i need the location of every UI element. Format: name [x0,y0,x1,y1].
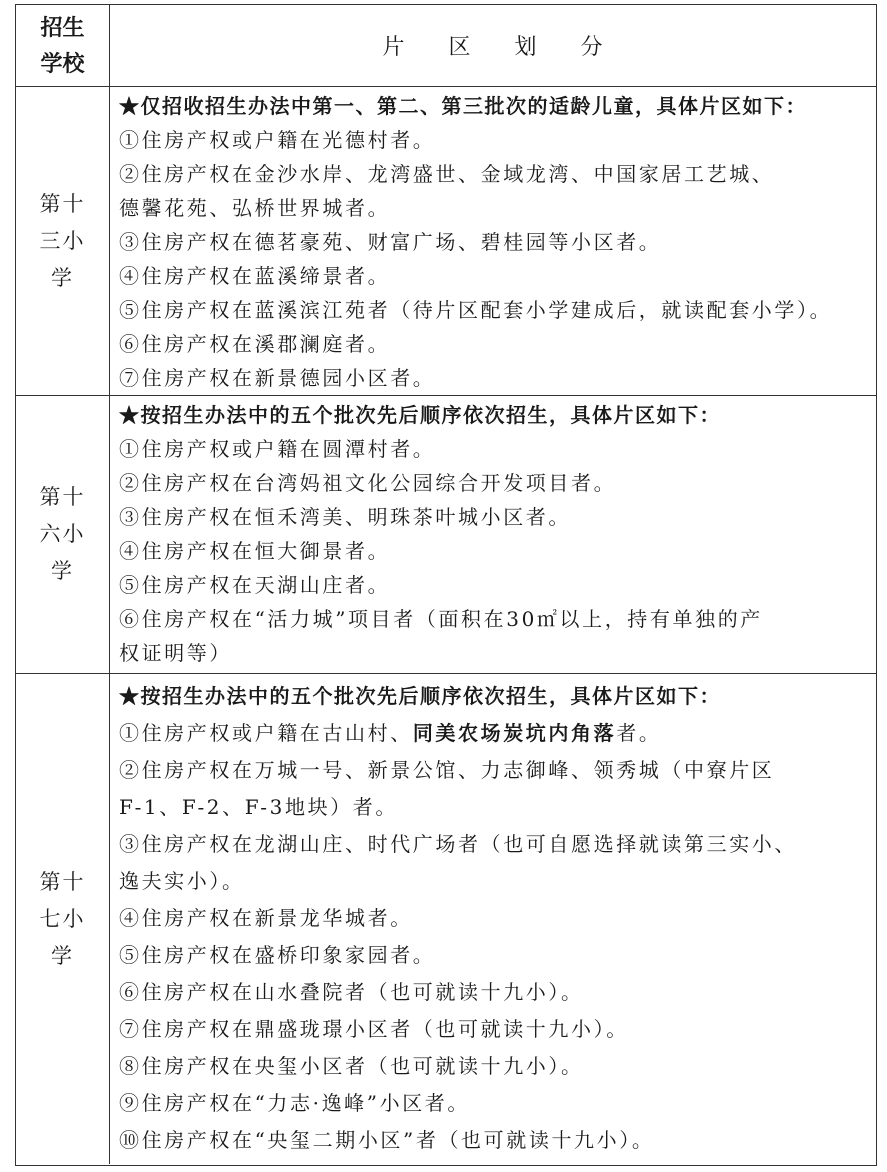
school-cell [16,674,110,1164]
school-name-line: 六小 [39,522,86,546]
zone-item: ⑩住房产权在“央玺二期小区”者（也可就读十九小）。 [119,1128,655,1152]
table-row-school-17 [16,674,876,1164]
school-name-line: 七小 [39,906,86,931]
zone-item: 德馨花苑、弘桥世界城者。 [119,196,391,220]
zone-item: ⑨住房产权在“力志·逸峰”小区者。 [119,1091,471,1115]
zone-item: ⑥住房产权在溪郡澜庭者。 [119,332,391,356]
header-school-text-1: 招生 [40,14,85,41]
zone-item: ②住房产权在金沙水岸、龙湾盛世、金域龙湾、中国家居工艺城、 [119,162,775,186]
zone-item-text: ①住房产权或户籍在古山村、 [119,721,413,745]
zone-item: ④住房产权在新景龙华城者。 [119,906,413,930]
zone-item-emphasis: 同美农场炭坑内角落 [412,721,617,745]
zone-intro: ★按招生办法中的五个批次先后顺序依次招生，具体片区如下： [119,684,721,708]
zone-item: ⑦住房产权在新景德园小区者。 [119,366,436,390]
zone-item: ⑥住房产权在“活力城”项目者（面积在30㎡以上，持有单独的产 [119,607,763,631]
zone-item: ③住房产权在恒禾湾美、明珠茶叶城小区者。 [119,505,571,529]
header-zone-cell [110,5,876,86]
school-name-line: 三小 [39,228,86,253]
table-header-row [16,5,876,87]
table-row-school-16 [16,396,876,674]
header-school-text-2: 学校 [40,50,85,77]
table-row-school-13 [16,87,876,396]
zone-item: ⑤住房产权在天湖山庄者。 [119,573,391,597]
school-cell [16,396,110,673]
zone-item: ⑤住房产权在蓝溪滨江苑者（待片区配套小学建成后，就读配套小学）。 [119,298,833,322]
zone-item [119,715,870,752]
zone-item: ③住房产权在龙湖山庄、时代广场者（也可自愿选择就读第三实小、 [119,832,797,856]
zone-cell [110,87,876,395]
school-name-line: 学 [51,943,74,968]
zone-item: ②住房产权在万城一号、新景公馆、力志御峰、领秀城（中寮片区 [119,758,775,782]
zone-item: ④住房产权在蓝溪缔景者。 [119,264,391,288]
zone-item: ①住房产权或户籍在圆潭村者。 [119,437,436,461]
school-name-line: 第十 [39,869,86,894]
zone-item-text: 者。 [616,721,662,745]
school-name-line: 第十 [39,485,86,509]
school-cell [16,87,110,395]
header-school-cell [16,5,110,86]
zone-item: ⑦住房产权在鼎盛珑璟小区者（也可就读十九小）。 [119,1017,629,1041]
zone-cell [110,674,876,1164]
zone-item: F-1、F-2、F-3地块）者。 [119,795,398,819]
zone-cell [110,396,876,673]
school-name-line: 学 [51,559,74,583]
zoning-table [15,4,877,1166]
zone-item: ③住房产权在德茗豪苑、财富广场、碧桂园等小区者。 [119,230,662,254]
zone-item: ⑧住房产权在央玺小区者（也可就读十九小）。 [119,1054,584,1078]
zone-intro: ★按招生办法中的五个批次先后顺序依次招生，具体片区如下： [119,403,721,427]
zone-item: ②住房产权在台湾妈祖文化公园综合开发项目者。 [119,471,617,495]
school-name-line: 学 [51,265,74,290]
school-name-line: 第十 [39,191,86,216]
zone-item: ④住房产权在恒大御景者。 [119,539,391,563]
zone-item: 逸夫实小）。 [119,869,245,893]
zone-item: 权证明等） [119,641,232,665]
header-zone-text: 片区划分 [382,35,647,60]
zone-item: ⑥住房产权在山水叠院者（也可就读十九小）。 [119,980,584,1004]
zone-intro: ★仅招收招生办法中第一、第二、第三批次的适龄儿童，具体片区如下： [119,94,807,118]
zone-item: ①住房产权或户籍在光德村者。 [119,128,436,152]
zone-item: ⑤住房产权在盛桥印象家园者。 [119,943,436,967]
